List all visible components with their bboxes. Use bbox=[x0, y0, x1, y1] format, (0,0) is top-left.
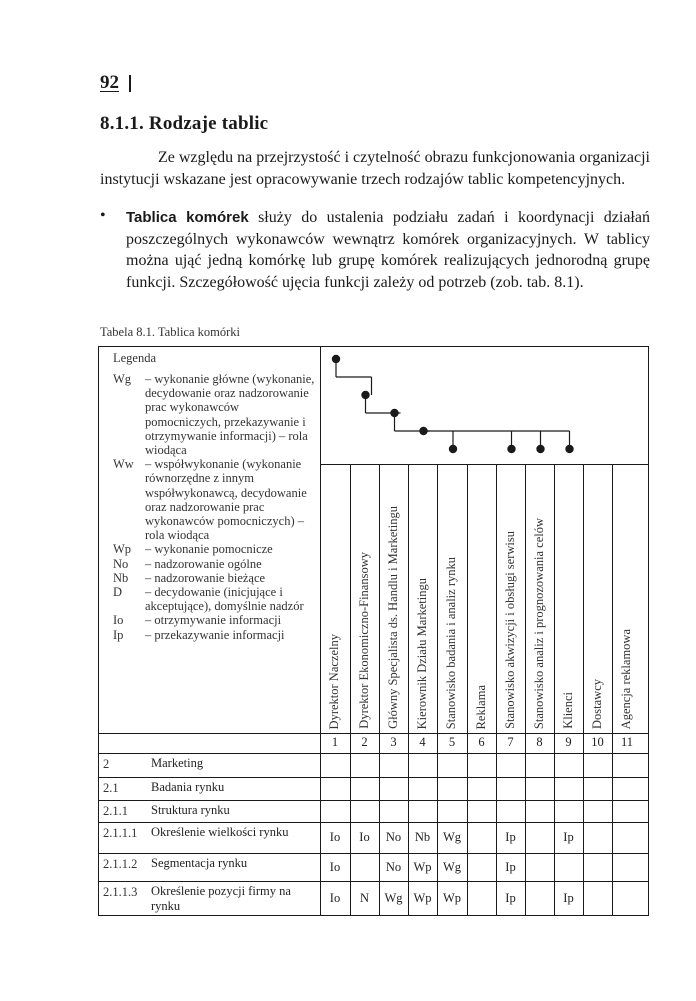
legend-code: D bbox=[113, 585, 123, 600]
bullet-marker: • bbox=[100, 207, 106, 224]
legend bbox=[113, 351, 318, 642]
hierarchy-node bbox=[361, 391, 369, 399]
table-cell: Ip bbox=[505, 890, 516, 905]
legend-code: Nb bbox=[113, 570, 129, 585]
row-divider bbox=[99, 777, 648, 778]
legend-desc: – decydowanie (inicjujące i akceptujące), domyślnie nadzór bbox=[145, 585, 304, 614]
column-header bbox=[408, 464, 437, 729]
table-cell: Ip bbox=[563, 890, 574, 905]
row-code: 2 bbox=[103, 757, 110, 771]
table-cell: No bbox=[385, 859, 402, 874]
column-number: 8 bbox=[536, 735, 543, 749]
column-header bbox=[379, 464, 408, 729]
legend-desc: – wykonanie pomocnicze bbox=[145, 542, 273, 557]
column-header-label: Dyrektor Ekonomiczno-Finansowy bbox=[356, 552, 371, 729]
column-number: 5 bbox=[448, 735, 456, 749]
column-header bbox=[583, 464, 612, 729]
legend-item bbox=[113, 457, 318, 542]
legend-code: Ww bbox=[113, 457, 134, 472]
paragraph-bullet bbox=[126, 207, 650, 293]
column-header bbox=[467, 464, 496, 729]
table-cell: Wp bbox=[442, 890, 462, 905]
column-header-label: Dyrektor Naczelny bbox=[327, 633, 341, 729]
row-label: Określenie pozycji firmy na rynku bbox=[151, 884, 291, 913]
table-caption: Tabela 8.1. Tablica komórki bbox=[100, 325, 240, 339]
legend-code: Wp bbox=[113, 542, 132, 557]
column-number: 7 bbox=[507, 735, 514, 749]
row-divider bbox=[99, 822, 648, 823]
hierarchy-node bbox=[449, 445, 457, 453]
row-code: 2.1 bbox=[103, 781, 119, 795]
column-number: 10 bbox=[591, 735, 604, 749]
column-header bbox=[554, 464, 583, 729]
legend-item bbox=[113, 372, 318, 457]
column-header-label: Klienci bbox=[560, 692, 575, 729]
table-cell: Io bbox=[329, 830, 341, 844]
row-code: 2.1.1.1 bbox=[103, 826, 138, 840]
column-number: 4 bbox=[419, 735, 426, 749]
legend-item bbox=[113, 542, 318, 556]
column-header bbox=[496, 464, 525, 729]
row-label: Marketing bbox=[151, 756, 204, 770]
table-cell: Ip bbox=[505, 830, 516, 844]
column-header-label: Reklama bbox=[473, 684, 488, 729]
hierarchy-node bbox=[390, 409, 398, 417]
legend-code: No bbox=[113, 556, 129, 571]
table-cell: Ip bbox=[505, 859, 516, 874]
column-header-label: Agencja reklamowa bbox=[619, 628, 633, 729]
table-cell: Wg bbox=[442, 830, 462, 844]
column-header bbox=[612, 464, 642, 729]
row-divider bbox=[99, 753, 648, 754]
table-cell: Io bbox=[329, 859, 341, 874]
hierarchy-node bbox=[507, 445, 515, 453]
legend-item bbox=[113, 571, 318, 585]
hierarchy-node bbox=[536, 445, 544, 453]
row-label: Badania rynku bbox=[151, 780, 225, 794]
section-title: 8.1.1. Rodzaje tablic bbox=[100, 113, 269, 134]
row-code: 2.1.1.3 bbox=[103, 885, 138, 899]
column-header-label: Stanowisko akwizycji i obsługi serwisu bbox=[502, 531, 517, 729]
legend-desc: – współwykonanie (wykonanie równorzędne z innym współwykonawcą, decydowanie oraz nadzorowanie prac wykonawców pomocniczych) – rola wiodąca bbox=[145, 457, 307, 543]
legend-item bbox=[113, 557, 318, 571]
column-header bbox=[350, 464, 379, 729]
row-code: 2.1.1 bbox=[103, 804, 128, 818]
legend-code: Ip bbox=[113, 627, 124, 642]
row-divider bbox=[99, 881, 648, 882]
table-cell: Io bbox=[359, 830, 370, 844]
column-number: 1 bbox=[331, 735, 339, 749]
legend-desc: – wykonanie główne (wykonanie, decydowanie oraz nadzorowanie prac wykonawców pomocniczych, przekazywanie i otrzymywanie informacji) – rola wiodąca bbox=[145, 372, 315, 458]
row-code: 2.1.1.2 bbox=[103, 857, 138, 871]
legend-code: Io bbox=[113, 613, 124, 628]
legend-desc: – przekazywanie informacji bbox=[145, 627, 285, 642]
table-cell: Io bbox=[329, 890, 341, 905]
bullet-term: Tablica komórek bbox=[126, 209, 249, 226]
table-cell: Wp bbox=[413, 859, 432, 874]
legend-desc: – nadzorowanie bieżące bbox=[145, 570, 266, 585]
row-label: Określenie wielkości rynku bbox=[151, 825, 289, 839]
column-number: 2 bbox=[361, 735, 368, 749]
hierarchy-node bbox=[419, 427, 427, 435]
legend-item bbox=[113, 628, 318, 642]
column-number: 9 bbox=[565, 735, 572, 749]
row-divider bbox=[99, 733, 648, 734]
column-header bbox=[525, 464, 554, 729]
table-cell: No bbox=[385, 830, 402, 844]
table-cell: Wg bbox=[384, 890, 403, 905]
hierarchy-diagram bbox=[321, 347, 650, 465]
column-number: 3 bbox=[390, 735, 397, 749]
table-cell: Wg bbox=[442, 859, 462, 874]
row-divider bbox=[99, 853, 648, 854]
bullet-text: służy do ustalenia podziału zadań i koordynacji działań poszczególnych wykonawców wewnątrz komórek organizacyjnych. W tablicy można ująć jedną komórkę lub grupę komórek realizujących jednorodną grupę funkcji. Szczegółowość ujęcia funkcji zależy od potrzeb (zob. tab. 8.1). bbox=[126, 209, 650, 291]
table-cell: Wp bbox=[413, 890, 432, 905]
legend-code: Wg bbox=[113, 372, 132, 386]
column-header bbox=[437, 464, 467, 729]
column-header-label: Stanowisko analiz i prognozowania celów bbox=[531, 517, 546, 729]
legend-item bbox=[113, 585, 318, 613]
paragraph-intro: Ze względu na przejrzystość i czytelność obrazu funkcjonowania organizacji instytucji wskazane jest opracowywanie trzech rodzajów tablic kompetencyjnych. bbox=[100, 149, 650, 188]
column-header-label: Główny Specjalista ds. Handlu i Marketingu bbox=[385, 506, 400, 729]
table-cell: N bbox=[359, 890, 370, 905]
column-header-label: Stanowisko badania i analiz rynku bbox=[444, 556, 458, 729]
column-header-label: Dostawcy bbox=[589, 679, 604, 729]
competence-table bbox=[98, 346, 649, 916]
hierarchy-node bbox=[565, 445, 573, 453]
column-number: 6 bbox=[478, 735, 485, 749]
legend-item bbox=[113, 613, 318, 627]
column-header bbox=[320, 464, 350, 729]
legend-title: Legenda bbox=[113, 351, 157, 365]
column-number: 11 bbox=[620, 735, 634, 749]
row-label: Struktura rynku bbox=[151, 803, 230, 817]
table-cell: Nb bbox=[414, 830, 431, 844]
legend-desc: – otrzymywanie informacji bbox=[145, 613, 282, 628]
hierarchy-node bbox=[332, 355, 340, 363]
table-cell: Ip bbox=[563, 830, 574, 844]
row-label: Segmentacja rynku bbox=[151, 856, 248, 870]
page-number: 92 bbox=[100, 72, 119, 94]
column-header-label: Kierownik Działu Marketingu bbox=[414, 577, 429, 729]
row-divider bbox=[99, 800, 648, 801]
legend-desc: – nadzorowanie ogólne bbox=[145, 556, 262, 571]
